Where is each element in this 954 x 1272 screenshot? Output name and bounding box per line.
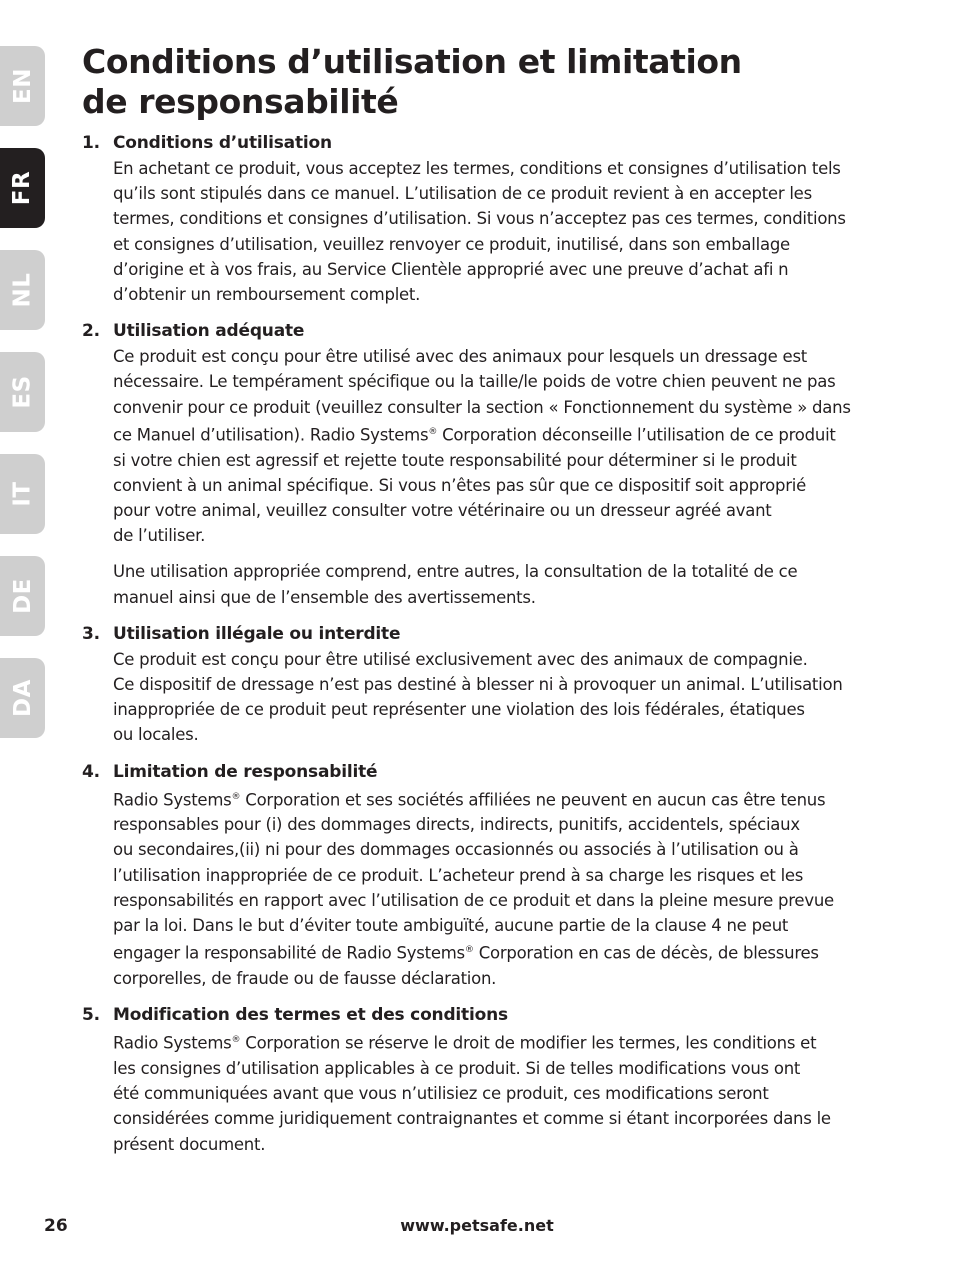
language-tab-label: DA bbox=[9, 679, 36, 717]
section-heading bbox=[82, 1003, 908, 1028]
text-line: présent document. bbox=[113, 1134, 266, 1154]
page-number: 26 bbox=[44, 1216, 68, 1236]
text-line: si votre chien est agressif et rejette toute responsabilité pour déterminer si le produit bbox=[113, 450, 797, 470]
language-tab-de[interactable] bbox=[0, 556, 45, 636]
terms-content bbox=[82, 131, 908, 1169]
section-heading bbox=[82, 319, 908, 344]
text-line: ou secondaires,(ii) ni pour des dommages occasionnés ou associés à l’utilisation ou à bbox=[113, 840, 799, 860]
language-tab-es[interactable] bbox=[0, 352, 45, 432]
text-line: Radio Systems® Corporation et ses sociétés affiliées ne peuvent en aucun cas être tenus bbox=[113, 790, 826, 810]
section-number: 5. bbox=[82, 1005, 100, 1026]
language-tab-label: EN bbox=[9, 68, 36, 104]
registered-mark: ® bbox=[464, 945, 474, 956]
language-tab-label: ES bbox=[9, 375, 36, 409]
text-line: corporelles, de fraude ou de fausse déclaration. bbox=[113, 968, 497, 988]
text-line: convient à un animal spécifique. Si vous n’êtes pas sûr que ce dispositif soit approprié bbox=[113, 475, 806, 495]
section-heading bbox=[82, 131, 908, 156]
text-line: ce Manuel d’utilisation). Radio Systems® Corporation déconseille l’utilisation de ce produit bbox=[113, 425, 836, 445]
text-line: considérées comme juridiquement contraignantes et comme si étant incorporées dans le bbox=[113, 1109, 831, 1129]
text-line: d’obtenir un remboursement complet. bbox=[113, 285, 421, 305]
text-line: responsables pour (i) des dommages directs, indirects, punitifs, accidentels, spéciaux bbox=[113, 815, 800, 835]
text-line: responsabilités en rapport avec l’utilisation de ce produit et dans la pleine mesure prevue bbox=[113, 890, 834, 910]
language-tab-en[interactable] bbox=[0, 46, 45, 126]
section-heading bbox=[82, 622, 908, 647]
page-title bbox=[82, 42, 742, 122]
language-tab-label: NL bbox=[9, 272, 36, 308]
language-tab-fr[interactable] bbox=[0, 148, 45, 228]
section-limitation-of-liability bbox=[82, 760, 908, 992]
section-title: Conditions d’utilisation bbox=[113, 133, 332, 153]
text-line: Une utilisation appropriée comprend, entre autres, la consultation de la totalité de ce bbox=[113, 562, 798, 582]
language-tab-label: FR bbox=[9, 170, 36, 206]
section-title: Modification des termes et des conditions bbox=[113, 1005, 508, 1026]
text-line: de l’utiliser. bbox=[113, 526, 206, 546]
section-illegal-use bbox=[82, 622, 908, 748]
section-number: 3. bbox=[82, 623, 100, 644]
text-line: inappropriée de ce produit peut représenter une violation des lois fédérales, étatiques bbox=[113, 700, 805, 720]
section-modification-of-terms bbox=[82, 1003, 908, 1157]
registered-mark: ® bbox=[231, 791, 241, 802]
section-title: Limitation de responsabilité bbox=[113, 761, 378, 782]
language-tab-da[interactable] bbox=[0, 658, 45, 738]
section-paragraph bbox=[113, 785, 908, 992]
section-number: 4. bbox=[82, 761, 100, 782]
text-line: pour votre animal, veuillez consulter votre vétérinaire ou un dresseur agréé avant bbox=[113, 500, 772, 520]
language-tab-it[interactable] bbox=[0, 454, 45, 534]
text-line: manuel ainsi que de l’ensemble des avertissements. bbox=[113, 587, 536, 607]
language-tab-nl[interactable] bbox=[0, 250, 45, 330]
section-paragraph bbox=[113, 1028, 908, 1157]
text-line: En achetant ce produit, vous acceptez les termes, conditions et consignes d’utilisation tels bbox=[113, 159, 841, 178]
registered-mark: ® bbox=[231, 1035, 241, 1046]
text-line: été communiquées avant que vous n’utilisiez ce produit, ces modifications seront bbox=[113, 1084, 769, 1104]
text-line: Ce produit est conçu pour être utilisé avec des animaux pour lesquels un dressage est bbox=[113, 347, 808, 367]
text-line: engager la responsabilité de Radio Systems® Corporation en cas de décès, de blessures bbox=[113, 943, 819, 963]
text-line: l’utilisation inappropriée de ce produit. L’acheteur prend à sa charge les risques et les bbox=[113, 865, 804, 885]
page-title-line: Conditions d’utilisation et limitation bbox=[82, 42, 742, 81]
registered-mark: ® bbox=[428, 426, 438, 437]
section-number: 1. bbox=[82, 133, 100, 153]
section-conditions-of-use bbox=[82, 131, 908, 307]
text-line: par la loi. Dans le but d’éviter toute ambiguïté, aucune partie de la clause 4 ne peut bbox=[113, 916, 789, 936]
text-line: ou locales. bbox=[113, 725, 199, 745]
text-line: convenir pour ce produit (veuillez consulter la section « Fonctionnement du système » dans bbox=[113, 397, 851, 417]
text-line: termes, conditions et consignes d’utilisation. Si vous n’acceptez pas ces termes, conditions bbox=[113, 209, 846, 229]
text-line: Ce produit est conçu pour être utilisé exclusivement avec des animaux de compagnie. bbox=[113, 649, 808, 669]
section-paragraph bbox=[113, 647, 908, 748]
section-title: Utilisation illégale ou interdite bbox=[113, 623, 401, 644]
section-heading bbox=[82, 760, 908, 785]
text-line: et consignes d’utilisation, veuillez renvoyer ce produit, inutilisé, dans son emballage bbox=[113, 234, 790, 254]
section-paragraph bbox=[113, 559, 908, 609]
text-line: d’origine et à vos frais, au Service Clientèle approprié avec une preuve d’achat afi n bbox=[113, 259, 789, 279]
website-link[interactable]: www.petsafe.net bbox=[400, 1216, 554, 1235]
page-title-line: de responsabilité bbox=[82, 82, 399, 121]
section-paragraph bbox=[113, 156, 908, 307]
text-line: nécessaire. Le tempérament spécifique ou la taille/le poids de votre chien peuvent ne pas bbox=[113, 372, 836, 392]
text-line: les consignes d’utilisation applicables à ce produit. Si de telles modifications vous ont bbox=[113, 1058, 801, 1078]
language-tab-label: IT bbox=[9, 481, 36, 507]
section-title: Utilisation adéquate bbox=[113, 321, 305, 342]
text-line: Radio Systems® Corporation se réserve le droit de modifier les termes, les conditions et bbox=[113, 1033, 817, 1053]
section-paragraph bbox=[113, 344, 908, 548]
text-line: Ce dispositif de dressage n’est pas destiné à blesser ni à provoquer un animal. L’utilisation bbox=[113, 674, 843, 694]
text-line: qu’ils sont stipulés dans ce manuel. L’utilisation de ce produit revient à en accepter les bbox=[113, 184, 812, 204]
section-proper-use bbox=[82, 319, 908, 610]
section-number: 2. bbox=[82, 321, 100, 342]
language-tab-label: DE bbox=[9, 578, 36, 614]
